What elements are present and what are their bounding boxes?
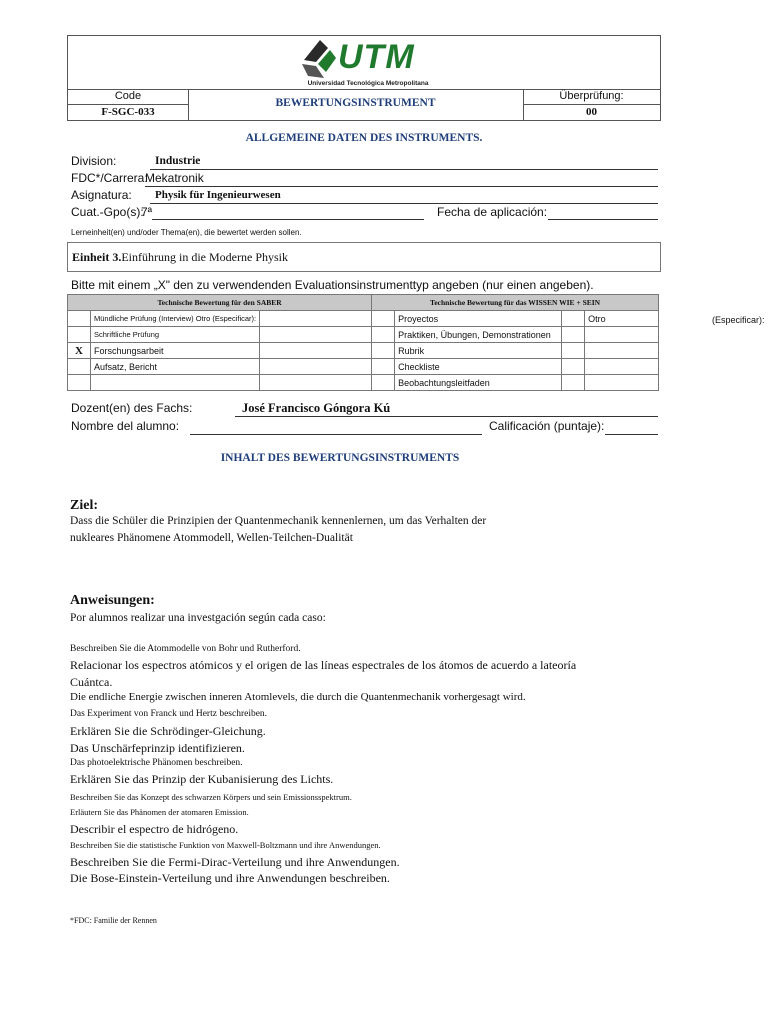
left-other-2[interactable]	[260, 343, 372, 359]
title-cell	[188, 89, 524, 120]
list-item: Beschreiben Sie die statistische Funktion von Maxwell-Boltzmann und ihre Anwendungen.	[70, 840, 381, 850]
left-option-2: Forschungsarbeit	[91, 343, 260, 359]
left-checkbox-2[interactable]: X	[68, 343, 91, 359]
review-cell	[523, 89, 659, 120]
table-row	[68, 311, 659, 327]
table-row	[68, 327, 659, 343]
left-other-3[interactable]	[260, 359, 372, 375]
logo-row	[68, 36, 660, 90]
list-item: Das photoelektrische Phänomen beschreiben.	[70, 758, 243, 768]
select-instruction: Bitte mit einem „X" den zu verwendenden Evaluationsinstrumenttyp angeben (nur einen angeben).	[71, 278, 594, 292]
content-heading: INHALT DES BEWERTUNGSINSTRUMENTS	[220, 452, 460, 464]
right-option-3: Checkliste	[395, 359, 562, 375]
right-option-4: Beobachtungsleitfaden	[395, 375, 562, 391]
goal-title: Ziel:	[70, 498, 98, 513]
right-other-box-4[interactable]	[562, 375, 585, 391]
right-other-0: Otro	[585, 311, 659, 327]
score-label: Calificación (puntaje):	[489, 419, 605, 433]
group-field	[152, 205, 424, 220]
subject-value: Physik für Ingenieurwesen	[155, 189, 281, 201]
right-other-box-3[interactable]	[562, 359, 585, 375]
right-checkbox-4[interactable]	[372, 375, 395, 391]
right-other-2	[585, 343, 659, 359]
list-item: Erklären Sie das Prinzip der Kubanisierung des Lichts.	[70, 772, 334, 786]
review-value: 00	[586, 106, 597, 118]
right-other-4	[585, 375, 659, 391]
table-row	[68, 343, 659, 359]
goal-line-1: Dass die Schüler die Prinzipien der Quantenmechanik kennenlernen, um das Verhalten der	[70, 515, 487, 527]
left-header: Technische Bewertung für den SABER	[68, 295, 372, 311]
logo-text: UTM	[338, 38, 415, 76]
right-checkbox-1[interactable]	[372, 327, 395, 343]
list-item: Erklären Sie die Schrödinger-Gleichung.	[70, 724, 266, 738]
right-other-box-0[interactable]	[562, 311, 585, 327]
unit-title: Einführung in die Moderne Physik	[121, 250, 288, 264]
university-name: Universidad Tecnológica Metropolitana	[307, 80, 429, 87]
right-other-3	[585, 359, 659, 375]
right-header: Technische Bewertung für das WISSEN WIE + SEIN	[372, 295, 659, 311]
right-option-1: Praktiken, Übungen, Demonstrationen	[395, 327, 562, 343]
subject-field	[150, 188, 658, 204]
subject-label: Asignatura:	[71, 188, 132, 202]
division-field	[150, 154, 658, 170]
student-label: Nombre del alumno:	[71, 419, 180, 433]
left-checkbox-0[interactable]	[68, 311, 91, 327]
left-other-4[interactable]	[260, 375, 372, 391]
left-option-4	[91, 375, 260, 391]
student-field[interactable]	[190, 419, 482, 435]
right-other-box-1[interactable]	[562, 327, 585, 343]
division-label: Division:	[71, 154, 117, 168]
right-checkbox-2[interactable]	[372, 343, 395, 359]
list-item: Das Unschärfeprinzip identifizieren.	[70, 741, 245, 755]
career-label: FDC*/Carrera:	[71, 171, 148, 185]
instructions-title: Anweisungen:	[70, 593, 155, 608]
left-checkbox-3[interactable]	[68, 359, 91, 375]
left-other-0[interactable]	[260, 311, 372, 327]
right-checkbox-0[interactable]	[372, 311, 395, 327]
left-option-1: Schriftliche Prüfung	[91, 327, 260, 343]
table-row	[68, 359, 659, 375]
evaluation-table	[67, 294, 659, 391]
table-row	[68, 375, 659, 391]
list-item: Relacionar los espectros atómicos y el origen de las líneas espectrales de los átomos de acuerdo a lateoría	[70, 658, 577, 672]
list-item: Erläutern Sie das Phänomen der atomaren Emission.	[70, 807, 249, 817]
goal-line-2: nukleares Phänomene Atommodell, Wellen-Teilchen-Dualität	[70, 532, 353, 544]
right-checkbox-3[interactable]	[372, 359, 395, 375]
list-item: Cuántca.	[70, 675, 113, 689]
list-item: Beschreiben Sie die Atommodelle von Bohr und Rutherford.	[70, 644, 301, 654]
teacher-value: José Francisco Góngora Kú	[242, 401, 391, 415]
list-item: Das Experiment von Franck und Hertz beschreiben.	[70, 709, 268, 719]
code-label: Code	[114, 90, 142, 102]
teacher-label: Dozent(en) des Fachs:	[71, 401, 193, 415]
code-value: F-SGC-033	[101, 106, 155, 118]
code-cell	[68, 89, 189, 120]
list-item: Die endliche Energie zwischen inneren Atomlevels, die durch die Quantenmechanik vorhergesagt wird.	[70, 691, 526, 703]
score-field[interactable]	[605, 419, 658, 435]
list-item: Describir el espectro de hidrógeno.	[70, 822, 239, 836]
review-label: Überprüfung:	[559, 90, 624, 102]
unit-number: Einheit 3.	[72, 250, 122, 264]
left-option-0: Mündliche Prüfung (Interview) Otro (Especificar):	[91, 311, 260, 327]
doc-title: BEWERTUNGSINSTRUMENT	[275, 97, 436, 109]
date-label: Fecha de aplicación:	[437, 205, 548, 219]
document-header	[67, 35, 661, 121]
right-other-1	[585, 327, 659, 343]
right-other-box-2[interactable]	[562, 343, 585, 359]
list-item: Die Bose-Einstein-Verteilung und ihre Anwendungen beschreiben.	[70, 871, 390, 885]
instructions-intro: Por alumnos realizar una investgación según cada caso:	[70, 612, 326, 624]
career-value: Mekatronik	[145, 171, 204, 185]
header-meta-row	[68, 89, 660, 120]
right-option-0: Proyectos	[395, 311, 562, 327]
career-field	[145, 171, 658, 187]
date-field	[548, 205, 658, 220]
general-heading: ALLGEMEINE DATEN DES INSTRUMENTS.	[245, 132, 483, 144]
left-checkbox-1[interactable]	[68, 327, 91, 343]
right-option-2: Rubrik	[395, 343, 562, 359]
left-checkbox-4[interactable]	[68, 375, 91, 391]
unit-box	[67, 242, 661, 272]
list-item: Beschreiben Sie das Konzept des schwarzen Körpers und sein Emissionsspektrum.	[70, 792, 352, 802]
left-option-3: Aufsatz, Bericht	[91, 359, 260, 375]
overflow-especificar: (Especificar):	[712, 315, 765, 325]
group-label: Cuat.-Gpo(s):	[71, 205, 144, 219]
division-value: Industrie	[155, 155, 201, 167]
units-label: Lerneinheit(en) und/oder Thema(en), die bewertet werden sollen.	[71, 228, 302, 237]
list-item: Beschreiben Sie die Fermi-Dirac-Verteilung und ihre Anwendungen.	[70, 855, 400, 869]
teacher-field	[235, 401, 658, 417]
group-value: 7ª	[141, 205, 153, 219]
footnote: *FDC: Familie der Rennen	[70, 916, 157, 925]
left-other-1[interactable]	[260, 327, 372, 343]
